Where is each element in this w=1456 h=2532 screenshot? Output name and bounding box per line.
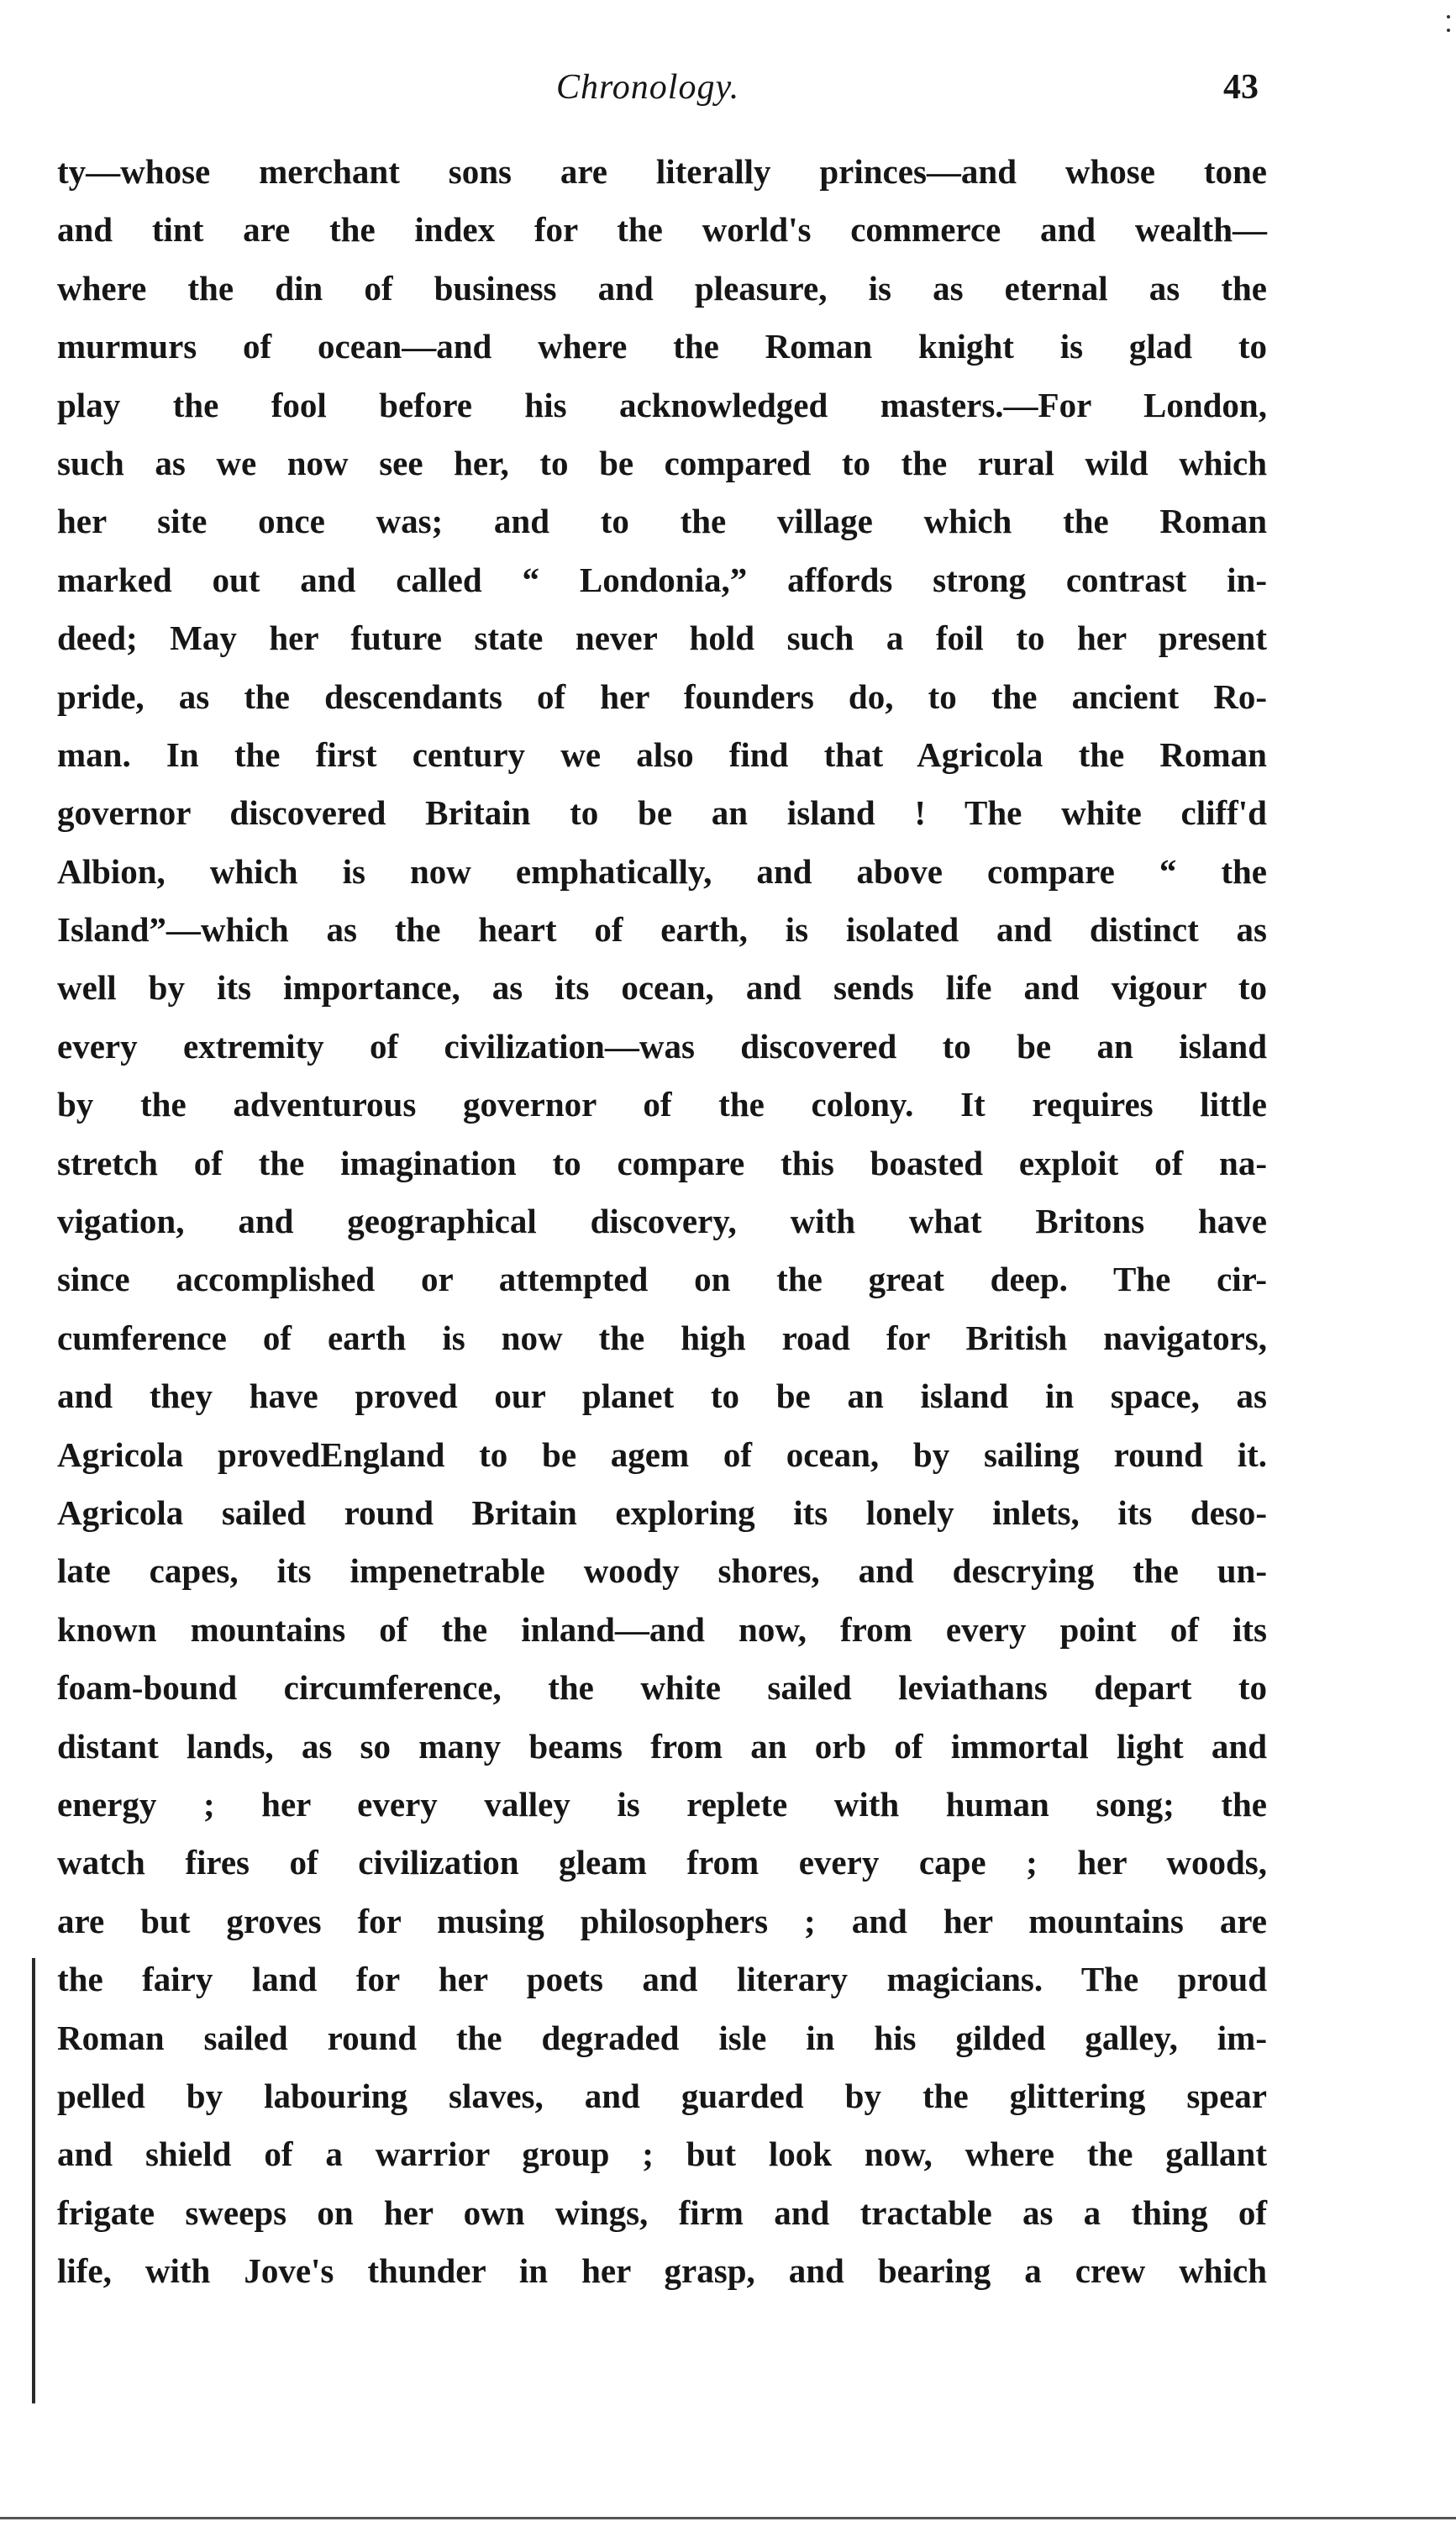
text-line: frigate sweeps on her own wings, firm and tractable as a thing of <box>57 2192 1267 2232</box>
text-line: pelled by labouring slaves, and guarded by the glittering spear <box>57 2076 1267 2115</box>
text-line: such as we now see her, to be compared to the rural wild which <box>57 443 1267 482</box>
text-line: murmurs of ocean—and where the Roman knight is glad to <box>57 327 1267 366</box>
text-line: Agricola sailed round Britain exploring its lonely inlets, its deso- <box>57 1492 1267 1532</box>
text-line: late capes, its impenetrable woody shores, and descrying the un- <box>57 1551 1267 1591</box>
text-line: watch fires of civilization gleam from every cape ; her woods, <box>57 1843 1267 1882</box>
text-line: since accomplished or attempted on the great deep. The cir- <box>57 1260 1267 1299</box>
text-line: Island”—which as the heart of earth, is isolated and distinct as <box>57 910 1267 950</box>
text-line: ty—whose merchant sons are literally princes—and whose tone <box>57 152 1267 191</box>
text-line: play the fool before his acknowledged masters.—For London, <box>57 385 1267 424</box>
text-line: by the adventurous governor of the colony. It requires little <box>57 1085 1267 1124</box>
text-line: man. In the first century we also find that Agricola the Roman <box>57 734 1267 774</box>
page-bottom-edge <box>0 2517 1456 2519</box>
text-line: marked out and called “ Londonia,” affords strong contrast in- <box>57 560 1267 599</box>
text-line: deed; May her future state never hold such a foil to her present <box>57 619 1267 658</box>
text-line: and tint are the index for the world's commerce and wealth— <box>57 210 1267 250</box>
margin-rule <box>32 1958 35 2403</box>
text-line: cumference of earth is now the high road for British navigators, <box>57 1318 1267 1357</box>
text-line: every extremity of civilization—was discovered to be an island <box>57 1026 1267 1066</box>
text-line: distant lands, as so many beams from an orb of immortal light and <box>57 1726 1267 1766</box>
text-line: Agricola provedEngland to be agem of ocean, by sailing round it. <box>57 1434 1267 1474</box>
text-line: vigation, and geographical discovery, with what Britons have <box>57 1202 1267 1241</box>
text-line: the fairy land for her poets and literary magicians. The proud <box>57 1960 1267 1999</box>
text-line: well by its importance, as its ocean, and sends life and vigour to <box>57 968 1267 1008</box>
text-line: her site once was; and to the village which the Roman <box>57 502 1267 541</box>
text-line: pride, as the descendants of her founders do, to the ancient Ro- <box>57 676 1267 716</box>
text-line: are but groves for musing philosophers ; and her mountains are <box>57 1901 1267 1940</box>
text-line: Albion, which is now emphatically, and above compare “ the <box>57 851 1267 891</box>
text-line: energy ; her every valley is replete with human song; the <box>57 1784 1267 1824</box>
running-title: Chronology. <box>556 68 740 107</box>
text-line: life, with Jove's thunder in her grasp, and bearing a crew which <box>57 2251 1267 2291</box>
text-line: and shield of a warrior group ; but look now, where the gallant <box>57 2135 1267 2174</box>
text-line: and they have proved our planet to be an island in space, as <box>57 1377 1267 1416</box>
body-text <box>57 143 1267 2300</box>
text-line: governor discovered Britain to be an island ! The white cliff'd <box>57 793 1267 833</box>
text-line: stretch of the imagination to compare this boasted exploit of na- <box>57 1143 1267 1182</box>
page-number: 43 <box>1223 68 1259 107</box>
text-line: known mountains of the inland—and now, from every point of its <box>57 1609 1267 1649</box>
dot <box>1447 15 1450 18</box>
dot <box>1447 29 1450 32</box>
running-head <box>0 67 1456 126</box>
text-line: Roman sailed round the degraded isle in his gilded galley, im- <box>57 2018 1267 2057</box>
margin-dots <box>1447 15 1450 45</box>
text-line: foam-bound circumference, the white sailed leviathans depart to <box>57 1668 1267 1708</box>
text-line: where the din of business and pleasure, is as eternal as the <box>57 268 1267 308</box>
